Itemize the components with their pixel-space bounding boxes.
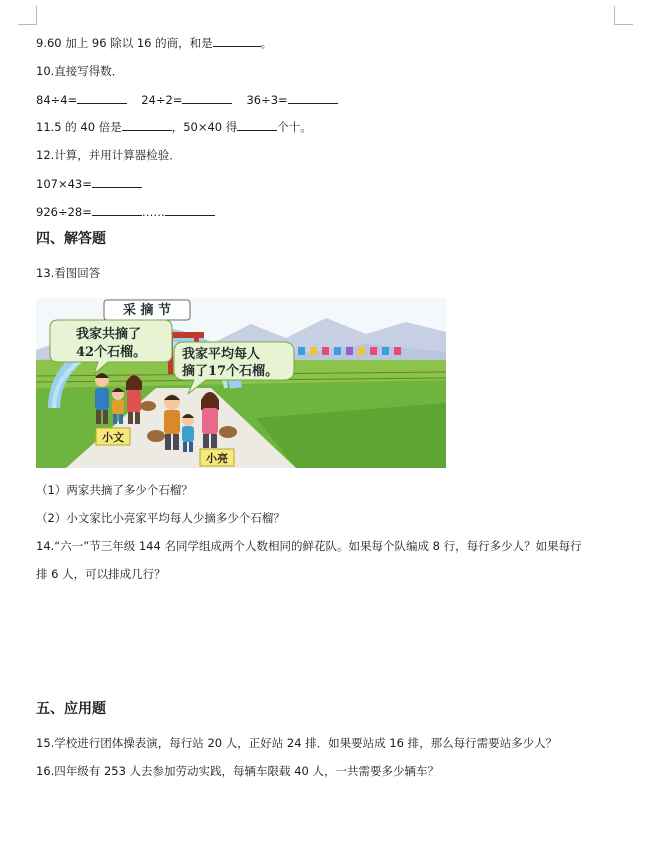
harvest-festival-illustration <box>36 298 446 468</box>
q11-part-3: 个十。 <box>277 120 312 134</box>
question-9-text: 9.60 加上 96 除以 16 的商，和是 <box>36 36 213 50</box>
answer-blank[interactable] <box>92 203 142 216</box>
q10-item-3: 36÷3= <box>246 93 288 107</box>
question-10-items <box>36 91 338 108</box>
question-11 <box>36 118 312 135</box>
question-9-end: 。 <box>260 36 273 50</box>
bubble-2-line-2: 摘了17个石榴。 <box>182 364 279 379</box>
label-xiaowen: 小文 <box>102 431 124 444</box>
question-13-title: 13.看图回答 <box>36 266 101 280</box>
question-12-title: 12.计算，并用计算器检验． <box>36 148 181 162</box>
section-4-heading: 四、解答题 <box>36 231 106 247</box>
crop-mark-top-right <box>614 6 633 25</box>
answer-blank[interactable] <box>77 91 127 104</box>
q12-dots: …… <box>141 205 165 219</box>
q12-expr-2: 926÷28= <box>36 205 92 219</box>
bubble-2-line-1: 我家平均每人 <box>182 347 261 362</box>
question-14-line-2: 排 6 人，可以排成几行？ <box>36 567 166 581</box>
answer-blank[interactable] <box>237 118 277 131</box>
answer-blank[interactable] <box>288 91 338 104</box>
question-12-item-2 <box>36 203 215 220</box>
question-10-title: 10.直接写得数． <box>36 64 124 78</box>
question-13-sub-2: （2）小文家比小亮家平均每人少摘多少个石榴？ <box>36 511 285 525</box>
question-13-sub-1: （1）两家共摘了多少个石榴？ <box>36 483 193 497</box>
banner-text: 采 摘 节 <box>122 303 172 318</box>
section-5-heading: 五、应用题 <box>36 701 106 717</box>
q10-item-1: 84÷4= <box>36 93 78 107</box>
answer-blank[interactable] <box>213 34 261 47</box>
bubble-1-line-2: 42个石榴。 <box>76 345 147 360</box>
q10-item-2: 24÷2= <box>141 93 183 107</box>
bubble-1-line-1: 我家共摘了 <box>76 327 142 342</box>
question-9 <box>36 34 272 51</box>
question-15: 15.学校进行团体操表演，每行站 20 人，正好站 24 排．如果要站成 16 排，那么每行需要站多少人？ <box>36 736 558 750</box>
answer-blank[interactable] <box>165 203 215 216</box>
q11-part-1: 11.5 的 40 倍是 <box>36 120 122 134</box>
question-14-line-1: 14.“六一”节三年级 144 名同学组成两个人数相同的鲜花队。如果每个队编成 8 行，每行多少人？如果每行 <box>36 539 582 553</box>
answer-blank[interactable] <box>122 118 172 131</box>
crop-mark-top-left <box>18 6 37 25</box>
answer-blank[interactable] <box>182 91 232 104</box>
answer-blank[interactable] <box>92 175 142 188</box>
label-xiaoliang: 小亮 <box>206 452 228 465</box>
question-12-item-1 <box>36 175 142 192</box>
q12-expr-1: 107×43= <box>36 177 92 191</box>
q11-part-2: ，50×40 得 <box>171 120 238 134</box>
question-16: 16.四年级有 253 人去参加劳动实践，每辆车限载 40 人，一共需要多少辆车？ <box>36 764 439 778</box>
illustration-svg <box>36 298 446 468</box>
